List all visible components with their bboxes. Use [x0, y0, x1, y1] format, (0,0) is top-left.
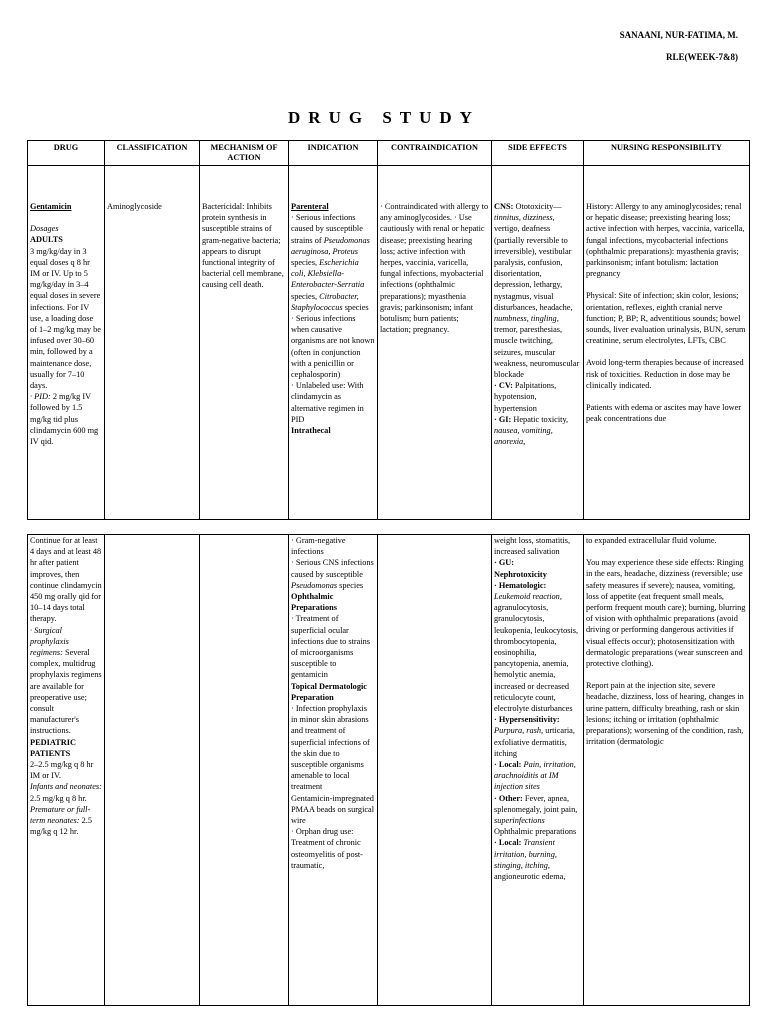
cns-label: CNS:: [494, 202, 514, 211]
dosage-text: Several complex, multidrug prophylaxis regimens are available for preoperative use; consult manufacturer's instructions.: [30, 648, 102, 736]
side-effect-text: urticaria, exfoliative dermatitis, itching: [494, 726, 575, 758]
gi-label: · GI:: [494, 414, 512, 424]
adults-label: ADULTS: [30, 235, 63, 245]
drug-study-table-page-2: [27, 534, 750, 1006]
infant-label: Infants and neonates:: [30, 782, 102, 792]
author-name: SANAANI, NUR-FATIMA, M.: [619, 30, 738, 40]
nursing-cell: [584, 166, 750, 520]
nursing-history: History: Allergy to any aminoglycosides; renal or hepatic disease; preexisting hearing loss; active infection with herpes, vaccinia, varicella, fungal infections, mycobacterial infections (ophthalmic preparations): myasthenia gravis; parkinsonism; infant botulism: lactation pregnancy: [586, 202, 745, 279]
dosages-label: Dosages: [30, 224, 59, 234]
week-label: RLE(WEEK-7&8): [666, 52, 738, 62]
indication-text: · Serious infections when causative organisms are not known (often in conjunction with a penicillin or cephalosporin): [291, 314, 375, 380]
side-effect-text: vertigo, deafness (partially reversible to irreversible), vestibular paralysis, confusion, disorientation, depression, lethargy, nystagmus, visual disturbances, headache,: [494, 224, 573, 312]
indication-text: · Infection prophylaxis in minor skin abrasions and treatment of superficial infections of the skin due to susceptible organisms amenable to local treatment: [291, 704, 370, 792]
indication-text: · Serious infections caused by susceptible strains of: [291, 213, 363, 245]
col-header-indication: INDICATION: [289, 141, 378, 166]
col-header-mechanism: MECHANISM OF ACTION: [200, 141, 289, 166]
ophthalmic-label: Ophthalmic Preparations: [291, 592, 337, 613]
hematologic-label: · Hematologic:: [494, 580, 547, 590]
hypersensitivity-label: · Hypersensitivity:: [494, 715, 560, 725]
side-effect-text: Leukemoid reaction,: [494, 592, 562, 602]
side-effect-text: weight loss, stomatitis, increased salivation: [494, 536, 571, 557]
cv-label: · CV:: [494, 381, 513, 391]
indication-text: · Serious CNS infections caused by susceptible: [291, 558, 374, 579]
nursing-note: Avoid long-term therapies because of increased risk of toxicities. Reduction in dose may be clinically indicated.: [586, 358, 744, 390]
side-effect-text: Palpitations, hypotension, hypertension: [494, 381, 557, 413]
classification-cell: Aminoglycoside: [105, 166, 200, 520]
topical-label: Topical Dermatologic Preparation: [291, 681, 367, 702]
intrathecal-label: Intrathecal: [291, 426, 331, 436]
col-header-contraindication: CONTRAINDICATION: [378, 141, 492, 166]
dosage-text: 2.5 mg/kg q 8 hr.: [30, 793, 87, 803]
side-effect-text: tremor, paresthesias, muscle twitching, seizures, muscular weakness, neuromuscular blockade: [494, 325, 580, 380]
col-header-nursing: NURSING RESPONSIBILITY: [584, 141, 750, 166]
side-effect-text: tinnitus, dizziness,: [494, 213, 555, 223]
dosage-text: 2–2.5 mg/kg q 8 hr IM or IV.: [30, 760, 94, 781]
indication-text: · Unlabeled use: With clindamycin as alternative regimen in PID: [291, 381, 364, 424]
col-header-classification: CLASSIFICATION: [105, 141, 200, 166]
parenteral-label: Parenteral: [291, 202, 329, 211]
indication-text: · Gram-negative infections: [291, 536, 346, 557]
indication-text: species: [339, 580, 364, 590]
organism-name: Citrobacter, Staphylococcus: [291, 291, 359, 312]
classification-cell: [105, 535, 200, 1006]
surgical-label: · Surgical prophylaxis regimens:: [30, 625, 69, 658]
side-effects-cell: [492, 535, 584, 1006]
header-row: [28, 141, 750, 166]
nursing-side-effects: You may experience these side effects: Ringing in the ears, headache, dizziness (reversible; use safety measures if severe); nausea, vomiting, loss of appetite (eat frequent small meals, perform frequent mouth care); burning, blurring of vision with ophthalmic preparations (avoid driving or performing dangerous activities if visual effects occur); photosensitization with dermatologic preparations (wear sunscreen and protective clothing).: [586, 558, 746, 669]
side-effect-text: superinfections: [494, 816, 545, 826]
indication-text: · Treatment of superficial ocular infections due to strains of microorganisms susceptible to gentamicin: [291, 614, 371, 680]
side-effect-text: Ototoxicity—: [515, 202, 562, 211]
side-effect-text: agranulocytosis, granulocytosis, leukopenia, leukocytosis, thrombocytopenia, eosinophilia, pancytopenia, anemia, hemolytic anemia, increased or decreased reticulocyte count, electrolyte disturbances: [494, 603, 579, 714]
table-row: [28, 166, 750, 520]
gu-label: · GU:: [494, 558, 515, 568]
drug-cell: [28, 535, 105, 1006]
pid-label: · PID:: [30, 392, 51, 402]
side-effect-text: Fever, apnea, splenomegaly, joint pain,: [494, 793, 578, 814]
indication-cell: [289, 166, 378, 520]
side-effect-text: nausea, vomiting, anorexia,: [494, 426, 553, 447]
indication-text: species,: [291, 258, 318, 268]
premature-label: Premature or full-term neonates:: [30, 804, 91, 826]
col-header-side-effects: SIDE EFFECTS: [492, 141, 584, 166]
indication-cell: [289, 535, 378, 1006]
indication-text: · Orphan drug use: Treatment of chronic osteomyelitis of post-traumatic,: [291, 827, 363, 870]
drug-study-table-page-1: [27, 140, 750, 520]
nursing-report: Report pain at the injection site, severe headache, dizziness, loss of hearing, changes in urine pattern, difficulty breathing, rash or skin lesions; itching or irritation (ophthalmic preparations); worsening of the condition, rash, irritation (dermatologic: [586, 681, 744, 747]
pid-dosage: 2 mg/kg IV followed by 1.5 mg/kg tid plus clindamycin 600 mg IV qid.: [30, 392, 99, 447]
organism-name: Pseudomonas aeruginosa, Proteus: [291, 235, 370, 256]
side-effects-cell: [492, 166, 584, 520]
other-label: · Other:: [494, 793, 523, 803]
nursing-note: Patients with edema or ascites may have lower peak concentrations due: [586, 403, 742, 424]
indication-text: Gentamicin-impregnated PMAA beads on surgical wire: [291, 793, 375, 826]
indication-text: species,: [291, 291, 318, 301]
side-effect-text: Pain, irritation, arachnoiditis at IM injection sites: [494, 760, 576, 792]
local-label: · Local:: [494, 760, 522, 770]
adults-dosage: 3 mg/kg/day in 3 equal doses q 8 hr IM or IV. Up to 5 mg/kg/day in 3–4 equal doses in severe infections. For IV use, a loading dose of 1–2 mg/kg may be infused over 30–60 min, followed by a maintenance dose, usually for 7–10 days.: [30, 246, 101, 391]
drug-cell: [28, 166, 105, 520]
mechanism-cell: [200, 535, 289, 1006]
side-effect-text: Transient irritation, burning, stinging, itching,: [494, 838, 557, 870]
nursing-cell: [584, 535, 750, 1006]
dosage-text: Continue for at least 4 days and at least 48 hr after patient improves, then continue clindamycin 450 mg orally qid for 10–14 days total therapy.: [30, 536, 102, 624]
nursing-note: to expanded extracellular fluid volume.: [586, 536, 717, 545]
contraindication-cell: [378, 535, 492, 1006]
nephrotoxicity-label: Nephrotoxicity: [494, 569, 547, 579]
dosage-text: 2.5 mg/kg q 12 hr.: [30, 816, 92, 837]
mechanism-cell: Bactericidal: Inhibits protein synthesis in susceptible strains of gram-negative bacteria; appears to disrupt functional integrity of bacterial cell membrane, causing cell death.: [200, 166, 289, 520]
col-header-drug: DRUG: [28, 141, 105, 166]
document-title: DRUG STUDY: [288, 108, 480, 127]
table-row: [28, 535, 750, 1006]
side-effect-text: numbness, tingling,: [494, 314, 559, 324]
organism-name: Pseudomonas: [291, 580, 338, 590]
organism-name: Escherichia coli, Klebsiella-Enterobacter-Serratia: [291, 258, 365, 290]
pediatric-label: PEDIATRIC PATIENTS: [30, 737, 76, 758]
side-effect-text: Purpura, rash,: [494, 726, 544, 736]
indication-text: species: [344, 302, 369, 312]
local-label: · Local:: [494, 838, 522, 848]
contraindication-cell: · Contraindicated with allergy to any aminoglycosides. · Use cautiously with renal or hepatic disease; preexisting hearing loss; active infection with herpes, vaccinia, varicella, fungal infections, myobacterial infections (ophthalmic preparations); myasthenia gravis; parkinsonism; infant botulism; burn patients; lactation; pregnancy.: [378, 166, 492, 520]
side-effect-text: Hepatic toxicity,: [513, 414, 569, 424]
side-effect-text: Ophthalmic preparations: [494, 827, 577, 837]
nursing-physical: Physical: Site of infection; skin color, lesions; orientation, reflexes, eighth cranial nerve function; P, BP; R, adventitious sounds; bowel sounds, liver evaluation urinalysis, BUN, serum creatinine, serum electrolytes, LFTs, CBC: [586, 291, 746, 346]
side-effect-text: angioneurotic edema,: [494, 872, 566, 882]
drug-name: Gentamicin: [30, 202, 72, 211]
